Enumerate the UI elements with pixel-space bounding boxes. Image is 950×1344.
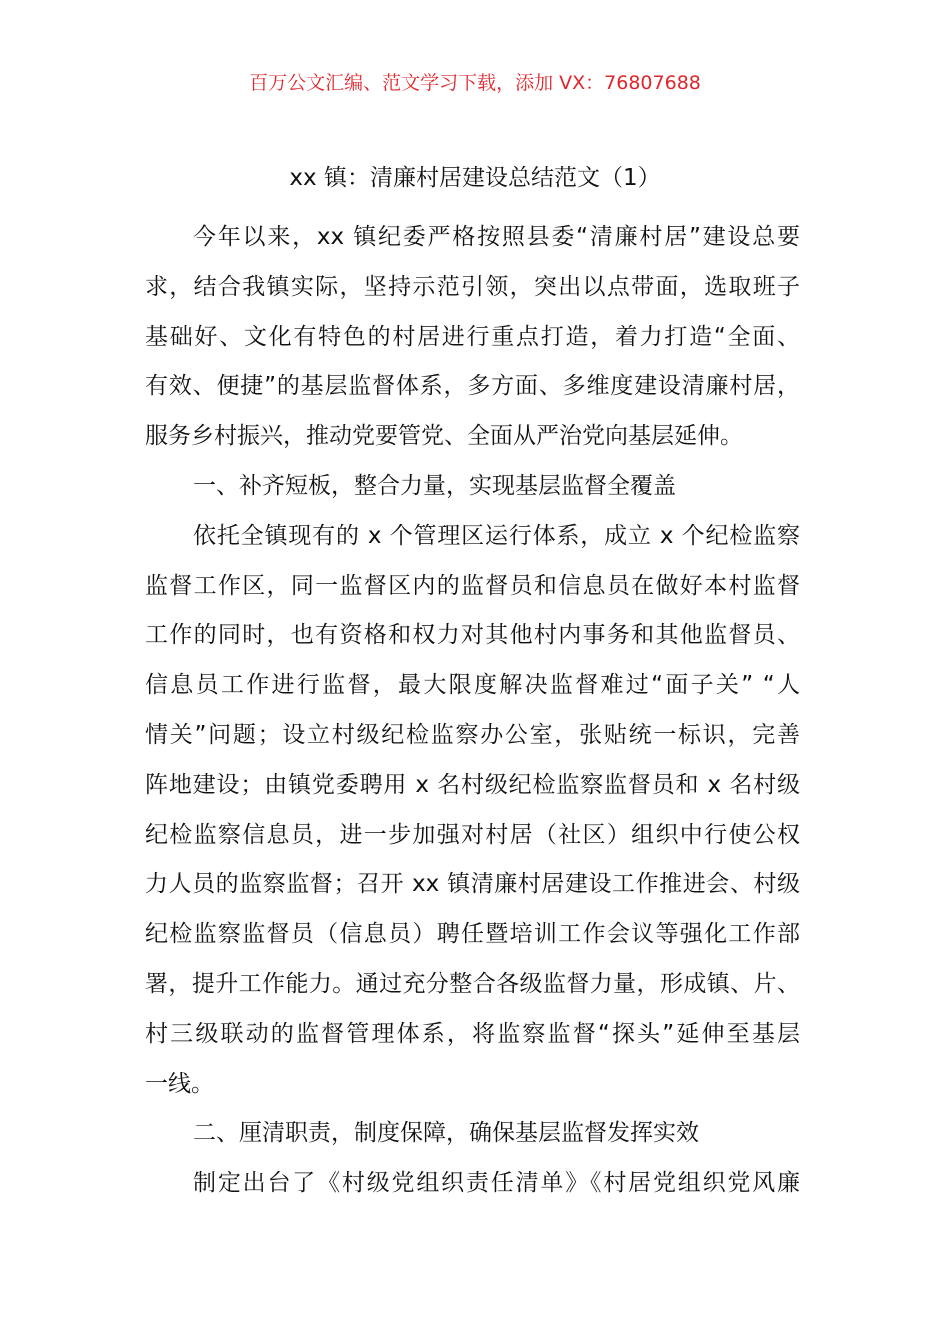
text-line: 一、补齐短板，整合力量，实现基层监督全覆盖 — [193, 472, 676, 499]
promo-banner: 百万公文汇编、范文学习下载，添加 VX：76807688 — [249, 72, 701, 94]
text-line: 工作的同时，也有资格和权力对其他村内事务和其他监督员、 — [145, 622, 800, 649]
document-title: xx 镇：清廉村居建设总结范文（1） — [289, 165, 661, 191]
text-line: 今年以来，xx 镇纪委严格按照县委“清廉村居”建设总要 — [193, 224, 800, 250]
text-line: 情关”问题；设立村级纪检监察办公室，张贴统一标识，完善 — [145, 721, 800, 748]
text-line: 纪检监察信息员，进一步加强对村居（社区）组织中行使公权 — [145, 821, 800, 848]
text-line: 力人员的监察监督；召开 xx 镇清廉村居建设工作推进会、村级 — [145, 871, 800, 898]
text-line: 基础好、文化有特色的村居进行重点打造，着力打造“全面、 — [145, 323, 800, 350]
text-line: 村三级联动的监督管理体系，将监察监督“探头”延伸至基层 — [145, 1020, 800, 1047]
text-line: 纪检监察监督员（信息员）聘任暨培训工作会议等强化工作部 — [145, 921, 800, 948]
document-body — [145, 213, 800, 1209]
text-line: 服务乡村振兴，推动党要管党、全面从严治党向基层延伸。 — [145, 423, 743, 450]
text-line: 有效、便捷”的基层监督体系，多方面、多维度建设清廉村居， — [145, 373, 800, 400]
text-line: 求，结合我镇实际，坚持示范引领，突出以点带面，选取班子 — [145, 273, 800, 300]
text-line: 依托全镇现有的 x 个管理区运行体系，成立 x 个纪检监察 — [193, 522, 800, 549]
text-line: 信息员工作进行监督，最大限度解决监督难过“面子关” “人 — [145, 672, 800, 699]
text-line: 监督工作区，同一监督区内的监督员和信息员在做好本村监督 — [145, 572, 800, 599]
text-line: 二、厘清职责，制度保障，确保基层监督发挥实效 — [193, 1120, 699, 1147]
text-line: 一线。 — [145, 1070, 214, 1097]
text-line: 阵地建设；由镇党委聘用 x 名村级纪检监察监督员和 x 名村级 — [145, 771, 800, 798]
text-line: 署，提升工作能力。通过充分整合各级监督力量，形成镇、片、 — [145, 970, 800, 997]
text-line: 制定出台了《村级党组织责任清单》《村居党组织党风廉 — [193, 1170, 800, 1197]
